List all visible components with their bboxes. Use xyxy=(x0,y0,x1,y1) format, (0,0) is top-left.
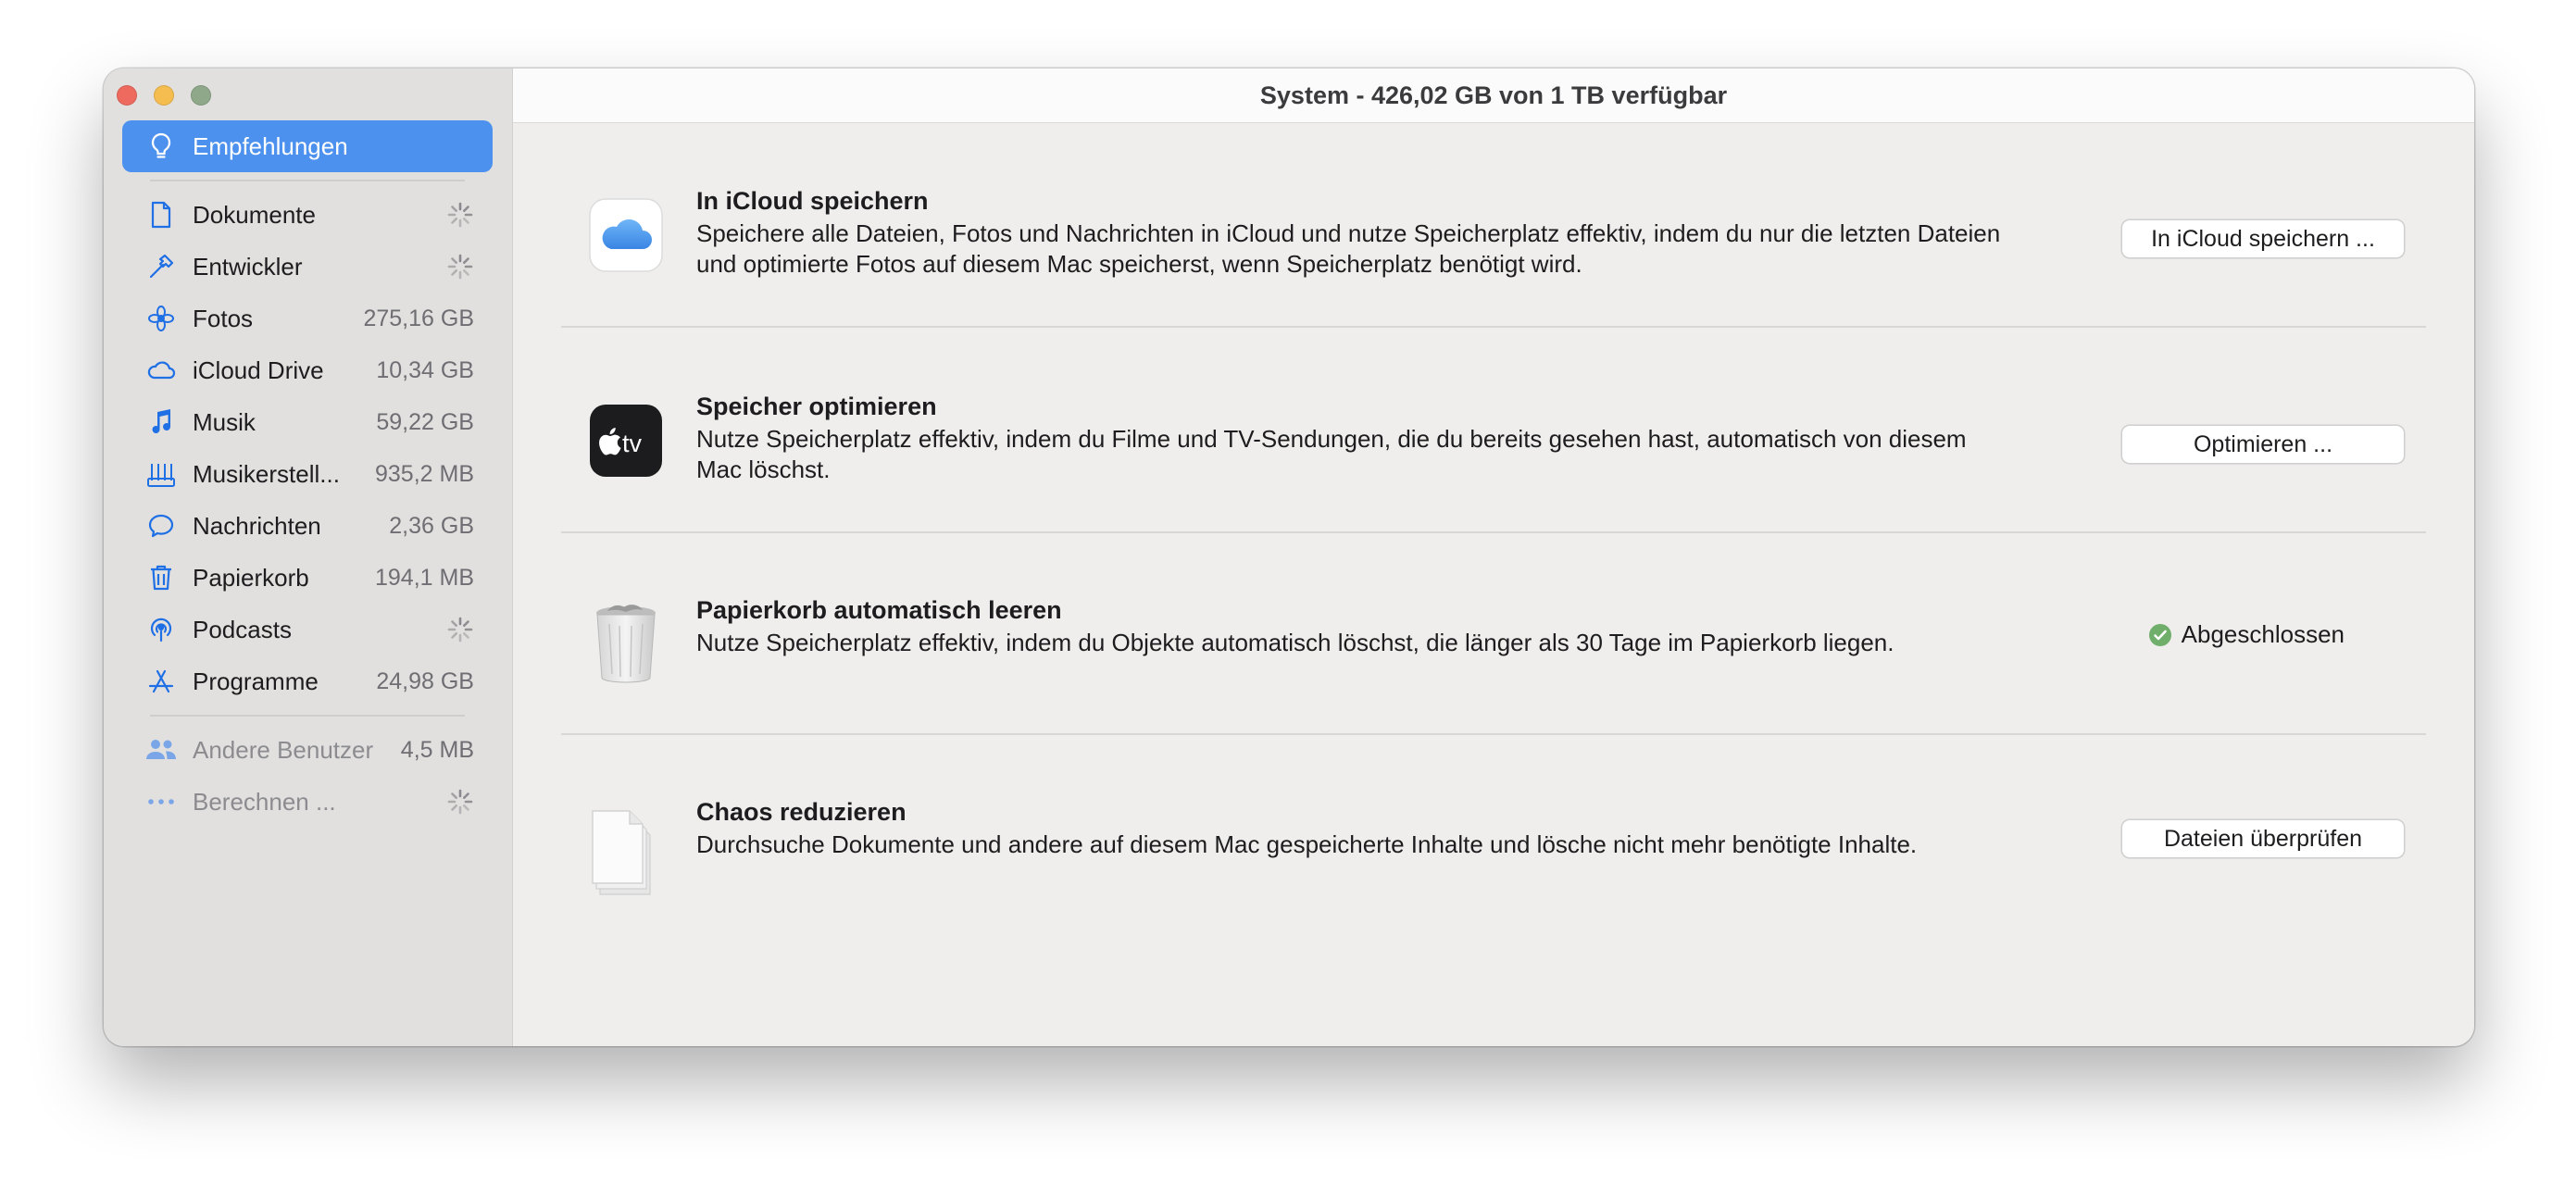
sidebar-item-dokumente[interactable] xyxy=(122,189,493,241)
icloud-icon xyxy=(589,198,663,272)
sidebar-item-label: Andere Benutzer xyxy=(193,735,374,764)
sidebar xyxy=(104,69,513,1046)
sidebar-separator xyxy=(150,715,465,717)
cloud-icon xyxy=(143,359,180,381)
close-window-button[interactable] xyxy=(117,85,137,106)
storage-size: 10,34 GB xyxy=(376,356,474,383)
trash-can-icon xyxy=(589,602,663,676)
message-bubble-icon xyxy=(143,513,180,539)
section-divider xyxy=(561,326,2426,328)
sidebar-item-icloud-drive[interactable] xyxy=(122,344,493,396)
window-controls xyxy=(117,85,211,106)
section-divider xyxy=(561,531,2426,533)
review-files-button[interactable]: Dateien überprüfen xyxy=(2122,820,2404,857)
icloud-store-button[interactable]: In iCloud speichern ... xyxy=(2122,220,2404,257)
sidebar-item-label: Programme xyxy=(193,667,319,695)
description-line: Nutze Speicherplatz effektiv, indem du Filme und TV-Sendungen, die du bereits gesehen hast, automatisch von diesem xyxy=(696,425,1967,453)
sidebar-nav xyxy=(122,120,493,828)
lightbulb-icon xyxy=(143,132,180,160)
description-line: und optimierte Fotos auf diesem Mac speicherst, wenn Speicherplatz benötigt wird. xyxy=(696,250,1582,278)
recommendation-text xyxy=(696,796,2122,860)
completed-status xyxy=(2148,620,2345,649)
apple-tv-icon xyxy=(589,404,663,478)
recommendation-text xyxy=(696,594,2122,658)
recommendation-description xyxy=(696,424,2122,485)
recommendation-text xyxy=(696,391,2122,485)
sidebar-item-label: Empfehlungen xyxy=(193,131,348,160)
sidebar-item-podcasts[interactable] xyxy=(122,604,493,655)
description-line: Nutze Speicherplatz effektiv, indem du Objekte automatisch löschst, die länger als 30 Tage im Papierkorb liegen. xyxy=(696,629,1894,656)
section-divider xyxy=(561,733,2426,735)
checkmark-circle-icon xyxy=(2148,623,2172,647)
recommendation-description xyxy=(696,830,2122,860)
trash-icon xyxy=(143,564,180,592)
storage-size: 59,22 GB xyxy=(376,408,474,435)
sidebar-item-label: Dokumente xyxy=(193,200,316,229)
recommendation-title: In iCloud speichern xyxy=(696,187,929,215)
sidebar-item-label: Nachrichten xyxy=(193,511,321,540)
sidebar-item-fotos[interactable] xyxy=(122,293,493,344)
recommendation-title: Chaos reduzieren xyxy=(696,798,907,826)
sidebar-item-programme[interactable] xyxy=(122,655,493,707)
sidebar-item-berechnen[interactable] xyxy=(122,776,493,828)
hammer-icon xyxy=(143,253,180,281)
window-title: System - 426,02 GB von 1 TB verfügbar xyxy=(513,69,2474,123)
sidebar-item-papierkorb[interactable] xyxy=(122,552,493,604)
storage-window xyxy=(104,69,2474,1046)
document-icon xyxy=(143,201,180,229)
sidebar-item-musik[interactable] xyxy=(122,396,493,448)
sidebar-item-label: Podcasts xyxy=(193,615,292,643)
zoom-window-button[interactable] xyxy=(191,85,211,106)
sidebar-item-andere-benutzer[interactable] xyxy=(122,724,493,776)
loading-spinner-icon xyxy=(446,616,474,643)
sidebar-item-musikerstellung[interactable] xyxy=(122,448,493,500)
storage-size: 275,16 GB xyxy=(363,305,474,331)
sidebar-item-label: Fotos xyxy=(193,304,254,332)
recommendation-empty-trash xyxy=(561,592,2426,689)
main-content xyxy=(513,69,2474,1046)
recommendation-icloud xyxy=(561,183,2426,298)
recommendation-text xyxy=(696,185,2122,280)
ellipsis-icon xyxy=(143,798,180,805)
loading-spinner-icon xyxy=(446,201,474,229)
documents-stack-icon xyxy=(589,805,663,898)
sidebar-item-label: Musik xyxy=(193,407,256,436)
recommendation-description xyxy=(696,218,2122,280)
sidebar-item-label: iCloud Drive xyxy=(193,356,324,384)
storage-size: 2,36 GB xyxy=(389,512,474,539)
sidebar-item-label: Entwickler xyxy=(193,252,303,281)
recommendation-title: Papierkorb automatisch leeren xyxy=(696,596,1062,624)
recommendation-optimize xyxy=(561,389,2426,504)
sidebar-item-label: Papierkorb xyxy=(193,563,309,592)
loading-spinner-icon xyxy=(446,253,474,281)
description-line: Mac löschst. xyxy=(696,455,831,483)
sidebar-item-empfehlungen[interactable] xyxy=(122,120,493,172)
recommendation-title: Speicher optimieren xyxy=(696,393,937,420)
storage-size: 194,1 MB xyxy=(374,564,474,591)
sidebar-item-entwickler[interactable] xyxy=(122,241,493,293)
photos-flower-icon xyxy=(143,305,180,332)
minimize-window-button[interactable] xyxy=(154,85,174,106)
podcast-icon xyxy=(143,616,180,643)
optimize-button[interactable]: Optimieren ... xyxy=(2122,426,2404,463)
storage-size: 935,2 MB xyxy=(374,460,474,487)
sidebar-separator xyxy=(150,180,465,181)
sidebar-item-label: Musikerstell... xyxy=(193,459,340,488)
users-icon xyxy=(143,738,180,762)
description-line: Speichere alle Dateien, Fotos und Nachrichten in iCloud und nutze Speicherplatz effektiv, indem du nur die letzten Dateien xyxy=(696,219,2001,247)
completed-status-label: Abgeschlossen xyxy=(2181,620,2345,648)
recommendation-description xyxy=(696,628,2122,658)
storage-size: 24,98 GB xyxy=(376,667,474,694)
music-note-icon xyxy=(143,408,180,436)
music-creation-icon xyxy=(143,460,180,488)
app-store-icon xyxy=(143,668,180,694)
sidebar-item-nachrichten[interactable] xyxy=(122,500,493,552)
recommendation-reduce-clutter xyxy=(561,794,2426,896)
description-line: Durchsuche Dokumente und andere auf diesem Mac gespeicherte Inhalte und lösche nicht mehr benötigte Inhalte. xyxy=(696,830,1918,858)
loading-spinner-icon xyxy=(446,788,474,816)
sidebar-item-label: Berechnen ... xyxy=(193,787,336,816)
apple-tv-icon-text: tv xyxy=(622,430,643,457)
storage-size: 4,5 MB xyxy=(400,736,474,763)
